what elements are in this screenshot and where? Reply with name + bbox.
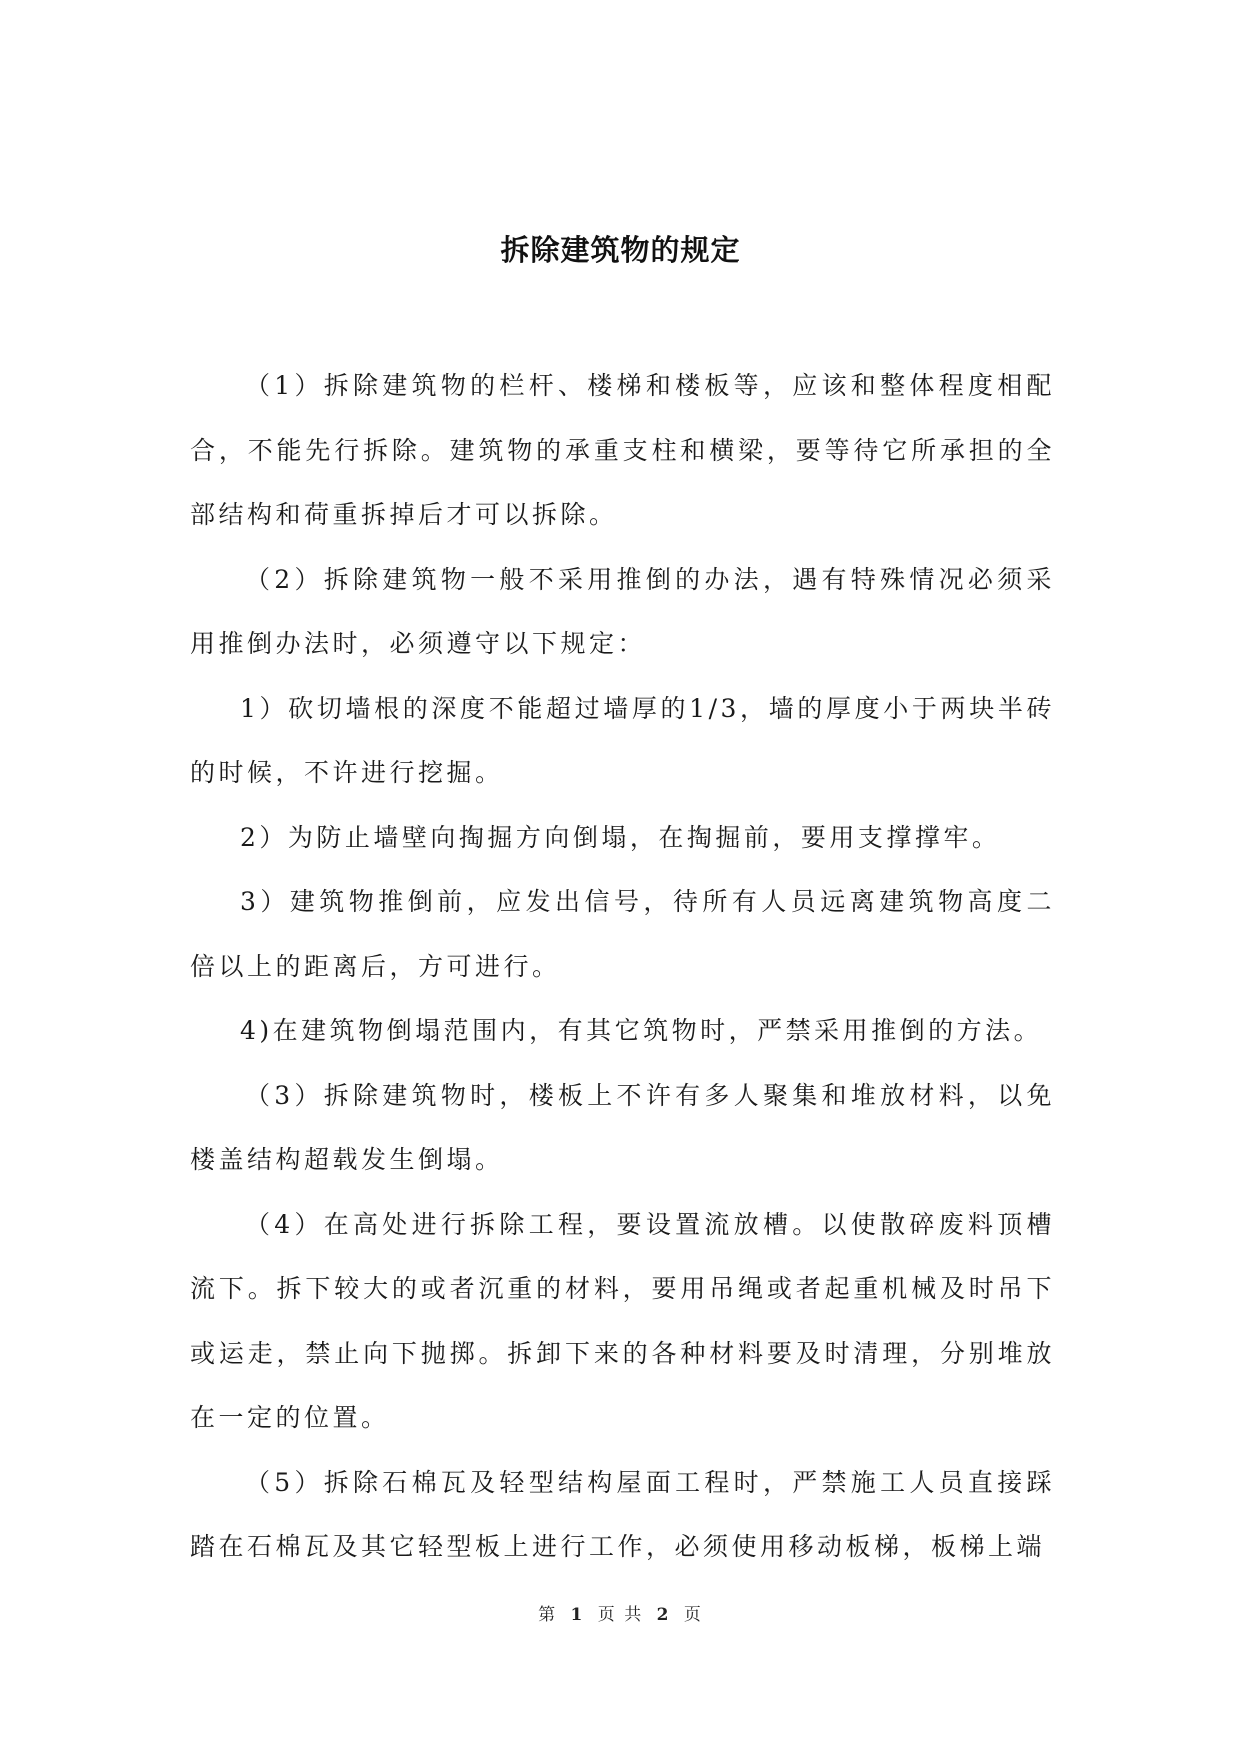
paragraph-2-item-2: 2）为防止墙壁向掏掘方向倒塌，在掏掘前，要用支撑撑牢。 xyxy=(240,822,1001,852)
footer-prefix: 第 xyxy=(538,1605,558,1625)
paragraph-2-item-4: 4)在建筑物倒塌范围内，有其它筑物时，严禁采用推倒的方法。 xyxy=(240,1016,1043,1045)
paragraph-2: （2）拆除建筑物一般不采用推倒的办法，遇有特殊情况必须采用推倒办法时，必须遵守以下规定： xyxy=(190,564,1055,658)
paragraph-2-item-3: 3）建筑物推倒前，应发出信号，待所有人员远离建筑物高度二倍以上的距离后，方可进行。 xyxy=(190,887,1055,981)
footer-total-pages: 2 xyxy=(656,1605,671,1625)
paragraph-3: （3）拆除建筑物时，楼板上不许有多人聚集和堆放材料，以免楼盖结构超载发生倒塌。 xyxy=(190,1080,1055,1174)
footer-middle: 页 共 xyxy=(597,1605,644,1625)
footer-suffix: 页 xyxy=(683,1605,703,1625)
paragraph-1: （1）拆除建筑物的栏杆、楼梯和楼板等，应该和整体程度相配合，不能先行拆除。建筑物的承重支柱和横梁，要等待它所承担的全部结构和荷重拆掉后才可以拆除。 xyxy=(190,371,1055,529)
paragraph-2-item-1: 1）砍切墙根的深度不能超过墙厚的1/3，墙的厚度小于两块半砖的时候，不许进行挖掘。 xyxy=(190,693,1055,787)
page-footer xyxy=(0,1600,1241,1625)
document-title: 拆除建筑物的规定 xyxy=(500,233,741,267)
footer-page-number: 1 xyxy=(570,1605,585,1625)
paragraph-4: （4）在高处进行拆除工程，要设置流放槽。以使散碎废料顶槽流下。拆下较大的或者沉重的材料，要用吊绳或者起重机械及时吊下或运走，禁止向下抛掷。拆卸下来的各种材料要及时清理，分别堆放在一定的位置。 xyxy=(190,1209,1055,1432)
document-body xyxy=(190,354,1055,1580)
paragraph-5: （5）拆除石棉瓦及轻型结构屋面工程时，严禁施工人员直接踩踏在石棉瓦及其它轻型板上进行工作，必须使用移动板梯，板梯上端 xyxy=(190,1467,1055,1561)
